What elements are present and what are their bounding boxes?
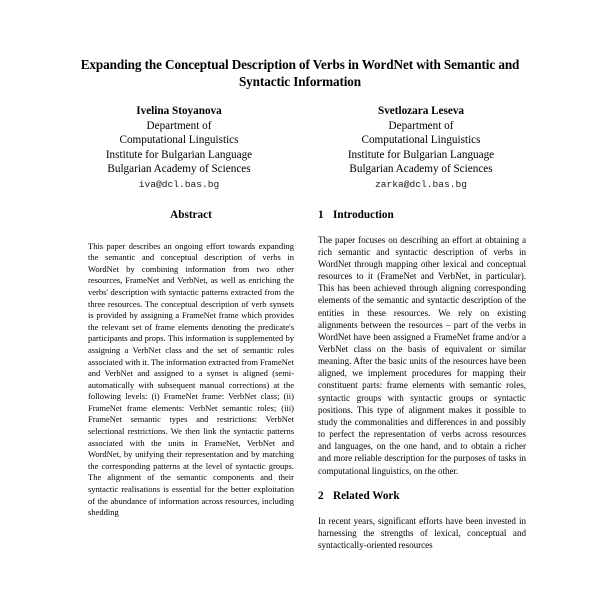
author-entry-1 bbox=[58, 104, 300, 193]
author-name: Svetlozara Leseva bbox=[377, 105, 465, 117]
section-number: 2 bbox=[318, 489, 324, 502]
column-left bbox=[88, 209, 294, 552]
author-entry-2 bbox=[300, 104, 542, 193]
author-department-line2: Computational Linguistics bbox=[361, 134, 481, 147]
section-heading-introduction bbox=[318, 209, 526, 222]
author-department-line1: Department of bbox=[388, 119, 454, 132]
author-institute: Institute for Bulgarian Language bbox=[105, 148, 253, 161]
title-block bbox=[0, 0, 600, 90]
author-email[interactable]: iva@dcl.bas.bg bbox=[138, 178, 220, 190]
author-block bbox=[0, 104, 600, 193]
column-right bbox=[318, 209, 526, 552]
author-department-line2: Computational Linguistics bbox=[119, 134, 239, 147]
section-heading-related-work bbox=[318, 490, 526, 503]
section-title: Introduction bbox=[333, 208, 394, 221]
author-name: Ivelina Stoyanova bbox=[136, 105, 222, 117]
body-columns bbox=[0, 209, 600, 552]
author-institute: Institute for Bulgarian Language bbox=[347, 148, 495, 161]
page-title: Expanding the Conceptual Description of Verbs in WordNet with Semantic and Syntactic Information bbox=[80, 57, 520, 89]
abstract-text: This paper describes an ongoing effort towards expanding the semantic and conceptual description of verbs in WordNet by combining information from two other resources, FrameNet and VerbNet, as well as enriching the verbs' description with syntactic patterns extracted from the three resources. The conceptual description of verb synsets is provided by assigning a FrameNet frame which provides the relevant set of frame elements denoting the predicate's participants and props. This information is supplemented by assigning a VerbNet class and the set of semantic roles associated with it. The information extracted from FrameNet and VerbNet and assigned to a synset is aligned (semi-automatically with subsequent manual corrections) at the following levels: (i) FrameNet frame: VerbNet class; (ii) FrameNet frame elements: VerbNet semantic roles; (iii) FrameNet semantic types and restrictions: VerbNet selectional restrictions. We then link the syntactic patterns associated with the units in FrameNet, VerbNet and WordNet, by unifying their representation and by matching the corresponding patterns at the level of syntactic groups. The alignment of the semantic components and their syntactic realisations is essential for the better exploitation of the abundance of information across resources, including shedding bbox=[88, 240, 294, 518]
related-work-paragraph: In recent years, significant efforts have been invested in harnessing the strengths of lexical, conceptual and syntactically-oriented resources bbox=[318, 515, 526, 550]
section-number: 1 bbox=[318, 208, 324, 221]
abstract-heading: Abstract bbox=[170, 208, 212, 221]
author-academy: Bulgarian Academy of Sciences bbox=[349, 163, 493, 176]
section-title: Related Work bbox=[333, 489, 400, 502]
author-email[interactable]: zarka@dcl.bas.bg bbox=[374, 178, 468, 190]
introduction-paragraph: The paper focuses on describing an effort at obtaining a rich semantic and syntactic description of verbs in WordNet through mapping other lexical and conceptual resources to it (FrameNet and VerbNet, in particular). This has been achieved through aligning corresponding elements of the semantic and syntactic description of the entities in these resources. We rely on existing alignments between the resources – part of the verbs in WordNet have been assigned a FrameNet frame and/or a VerbNet class on the basis of equivalent or similar meaning. After the basic units of the resources have been aligned, we implement procedures for mapping their constituent parts: frame elements with semantic roles, syntactic groups with syntactic groups or syntactic positions. This type of alignment makes it possible to study the commonalities and differences in and possibly to perfect the representation of verbs across resources and languages, on the one hand, and to obtain a richer and more reliable description for the purposes of tasks in computational linguistics, on the other. bbox=[318, 234, 526, 476]
author-academy: Bulgarian Academy of Sciences bbox=[107, 163, 251, 176]
author-department-line1: Department of bbox=[146, 119, 212, 132]
